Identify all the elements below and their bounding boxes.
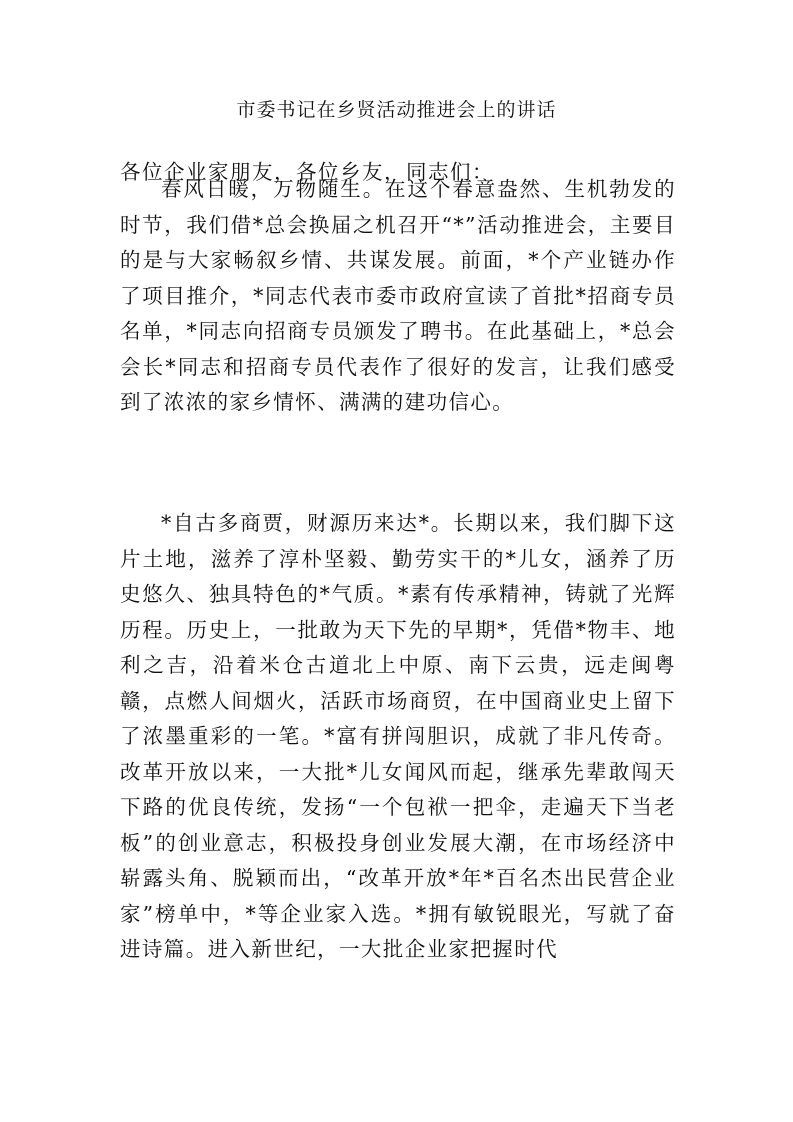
document-title: 市委书记在乡贤活动推进会上的讲话 — [236, 99, 557, 121]
paragraph-1: 春风日暖，万物随生。在这个春意盎然、生机勃发的时节，我们借*总会换届之机召开“*”活动推进会，主要目的是与大家畅叙乡情、共谋发展。前面，*个产业链办作了项目推介，*同志代表市委市政府宣读了首批*招商专员名单，*同志向招商专员颁发了聘书。在此基础上，*总会会长*同志和招商专员代表作了很好的发言，让我们感受到了浓浓的家乡情怀、满满的建功信心。 — [120, 177, 676, 414]
paragraph-2: *自古多商贾，财源历来达*。长期以来，我们脚下这片土地，滋养了淳朴坚毅、勤劳实干的*儿女，涵养了历史悠久、独具特色的*气质。*素有传承精神，铸就了光辉历程。历史上，一批敢为天下先的早期*，凭借*物丰、地利之吉，沿着米仓古道北上中原、南下云贵，远走闽粤赣，点燃人间烟火，活跃市场商贸，在中国商业史上留下了浓墨重彩的一笔。*富有拼闯胆识，成就了非凡传奇。改革开放以来，一大批*儿女闻风而起，继承先辈敢闯天下路的优良传统，发扬“一个包袱一把伞，走遍天下当老板”的创业意志，积极投身创业发展大潮，在市场经济中崭露头角、脱颖而出，“改革开放*年*百名杰出民营企业家”榜单中，*等企业家入选。*拥有敏锐眼光，写就了奋进诗篇。进入新世纪，一大批企业家把握时代 — [120, 511, 676, 961]
salutation: 各位企业家朋友，各位乡友，同志们： — [120, 160, 494, 184]
